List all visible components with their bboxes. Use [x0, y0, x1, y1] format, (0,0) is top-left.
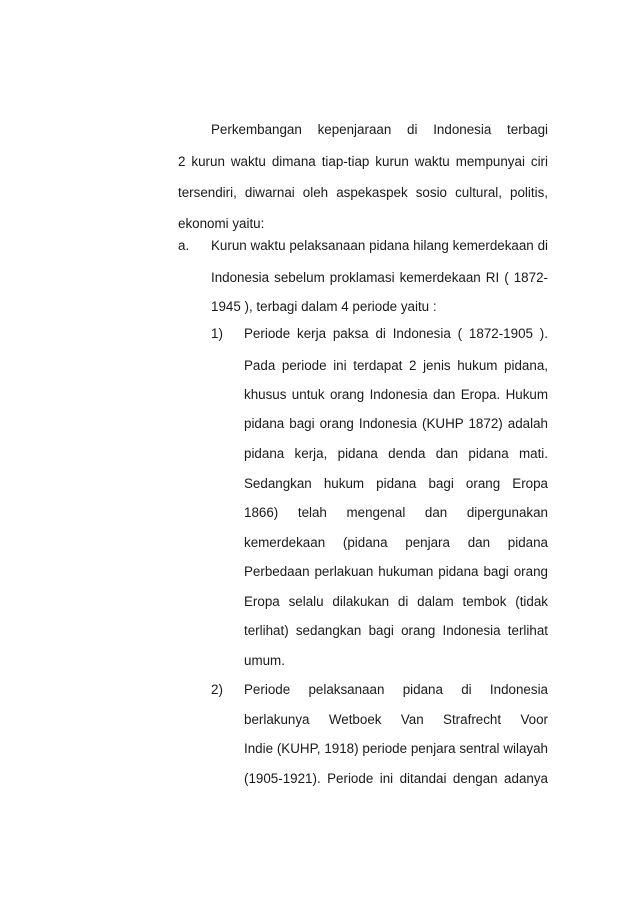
- sub-list-item-line: Perbedaan perlakuan hukuman pidana bagi orang: [244, 564, 548, 579]
- intro-line: tersendiri, diwarnai oleh aspekaspek sosio cultural, politis,: [178, 185, 548, 200]
- sub-list-item-line: (1905-1921). Periode ini ditandai dengan adanya: [244, 771, 548, 786]
- intro-line: 2 kurun waktu dimana tiap-tiap kurun waktu mempunyai ciri: [178, 154, 548, 169]
- sub-list-item-line: Sedangkan hukum pidana bagi orang Eropa: [244, 476, 548, 491]
- sub-list-item-line: Periode pelaksanaan pidana di Indonesia: [244, 682, 548, 697]
- sub-list-item-line: umum.: [244, 653, 285, 668]
- sub-list-marker: 1): [211, 326, 223, 341]
- sub-list-item-line: Pada periode ini terdapat 2 jenis hukum pidana,: [244, 358, 548, 373]
- sub-list-item-line: Periode kerja paksa di Indonesia ( 1872-1905 ).: [244, 326, 548, 341]
- intro-line: ekonomi yaitu:: [178, 216, 265, 231]
- sub-list-item-line: pidana kerja, pidana denda dan pidana mati.: [244, 446, 548, 461]
- sub-list-item-line: kemerdekaan (pidana penjara dan pidana: [244, 535, 548, 550]
- list-item-line: 1945 ), terbagi dalam 4 periode yaitu :: [211, 299, 437, 314]
- sub-list-item-line: 1866) telah mengenal dan dipergunakan: [244, 505, 548, 520]
- list-item-line: Kurun waktu pelaksanaan pidana hilang kemerdekaan di: [211, 238, 548, 253]
- sub-list-marker: 2): [211, 682, 223, 697]
- sub-list-item-line: berlakunya Wetboek Van Strafrecht Voor: [244, 712, 548, 727]
- sub-list-item-line: Eropa selalu dilakukan di dalam tembok (tidak: [244, 594, 548, 609]
- sub-list-item-line: Indie (KUHP, 1918) periode penjara sentral wilayah: [244, 741, 548, 756]
- sub-list-item-line: pidana bagi orang Indonesia (KUHP 1872) adalah: [244, 416, 548, 431]
- list-marker: a.: [178, 238, 190, 253]
- sub-list-item-line: khusus untuk orang Indonesia dan Eropa. Hukum: [244, 387, 548, 402]
- sub-list-item-line: terlihat) sedangkan bagi orang Indonesia terlihat: [244, 623, 548, 638]
- intro-line: Perkembangan kepenjaraan di Indonesia terbagi: [211, 122, 548, 137]
- list-item-line: Indonesia sebelum proklamasi kemerdekaan RI ( 1872-: [211, 270, 548, 285]
